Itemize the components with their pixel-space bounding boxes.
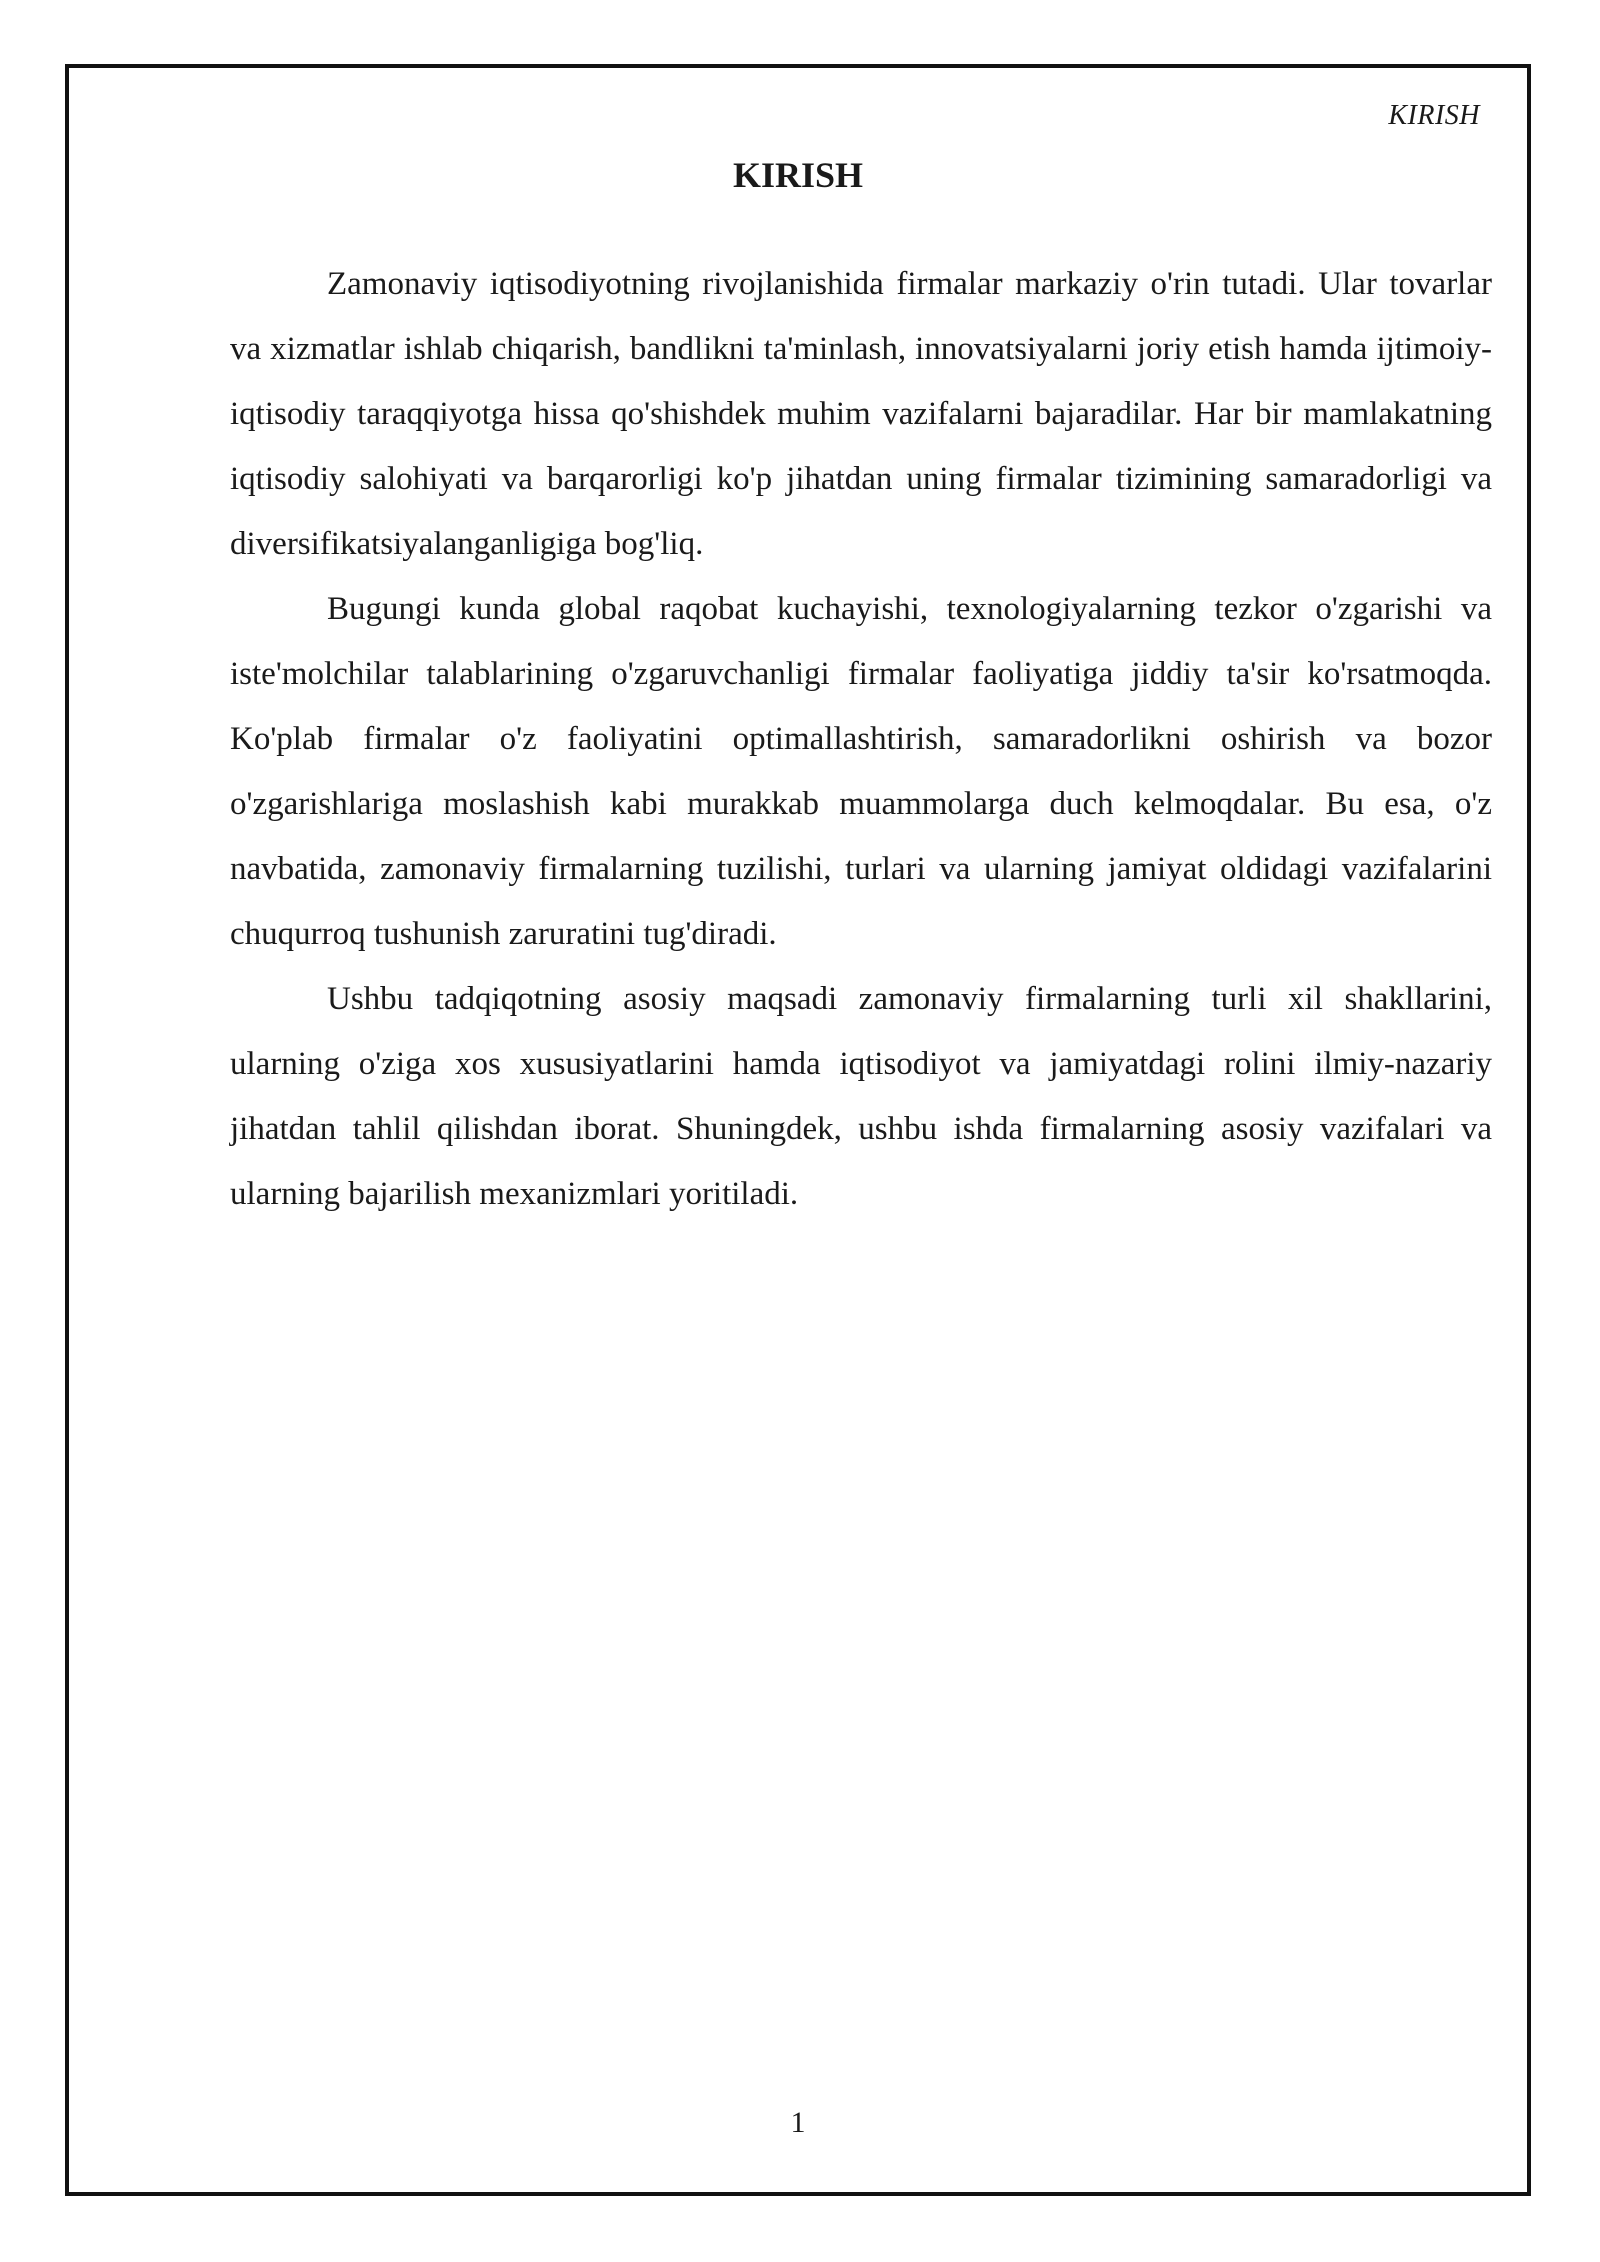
page-frame <box>65 64 1531 2196</box>
page-number: 1 <box>790 2106 806 2139</box>
paragraph: Zamonaviy iqtisodiyotning rivojlanishida firmalar markaziy o'rin tutadi. Ular tovarlar va xizmatlar ishlab chiqarish, bandlikni ta'minlash, innovatsiyalarni joriy etish hamda ijtimoiy-iqtisodiy taraqqiyotga hissa qo'shishdek muhim vazifalarni bajaradilar. Har bir mamlakatning iqtisodiy salohiyati va barqarorligi ko'p jihatdan uning firmalar tizimining samaradorligi va diversifikatsiyalanganligiga bog'liq. <box>230 266 1492 562</box>
paragraph: Ushbu tadqiqotning asosiy maqsadi zamonaviy firmalarning turli xil shakllarini, ularning o'ziga xos xususiyatlarini hamda iqtisodiyot va jamiyatdagi rolini ilmiy-nazariy jihatdan tahlil qilishdan iborat. Shuningdek, ushbu ishda firmalarning asosiy vazifalari va ularning bajarilish mexanizmlari yoritiladi. <box>230 981 1492 1212</box>
page-title: KIRISH <box>732 155 864 195</box>
body-text <box>230 252 1492 1227</box>
paragraph: Bugungi kunda global raqobat kuchayishi, texnologiyalarning tezkor o'zgarishi va iste'molchilar talablarining o'zgaruvchanligi firmalar faoliyatiga jiddiy ta'sir ko'rsatmoqda. Ko'plab firmalar o'z faoliyatini optimallashtirish, samaradorlikni oshirish va bozor o'zgarishlariga moslashish kabi murakkab muammolarga duch kelmoqdalar. Bu esa, o'z navbatida, zamonaviy firmalarning tuzilishi, turlari va ularning jamiyat oldidagi vazifalarini chuqurroq tushunish zaruratini tug'diradi. <box>230 591 1492 952</box>
running-header: KIRISH <box>1388 100 1480 131</box>
